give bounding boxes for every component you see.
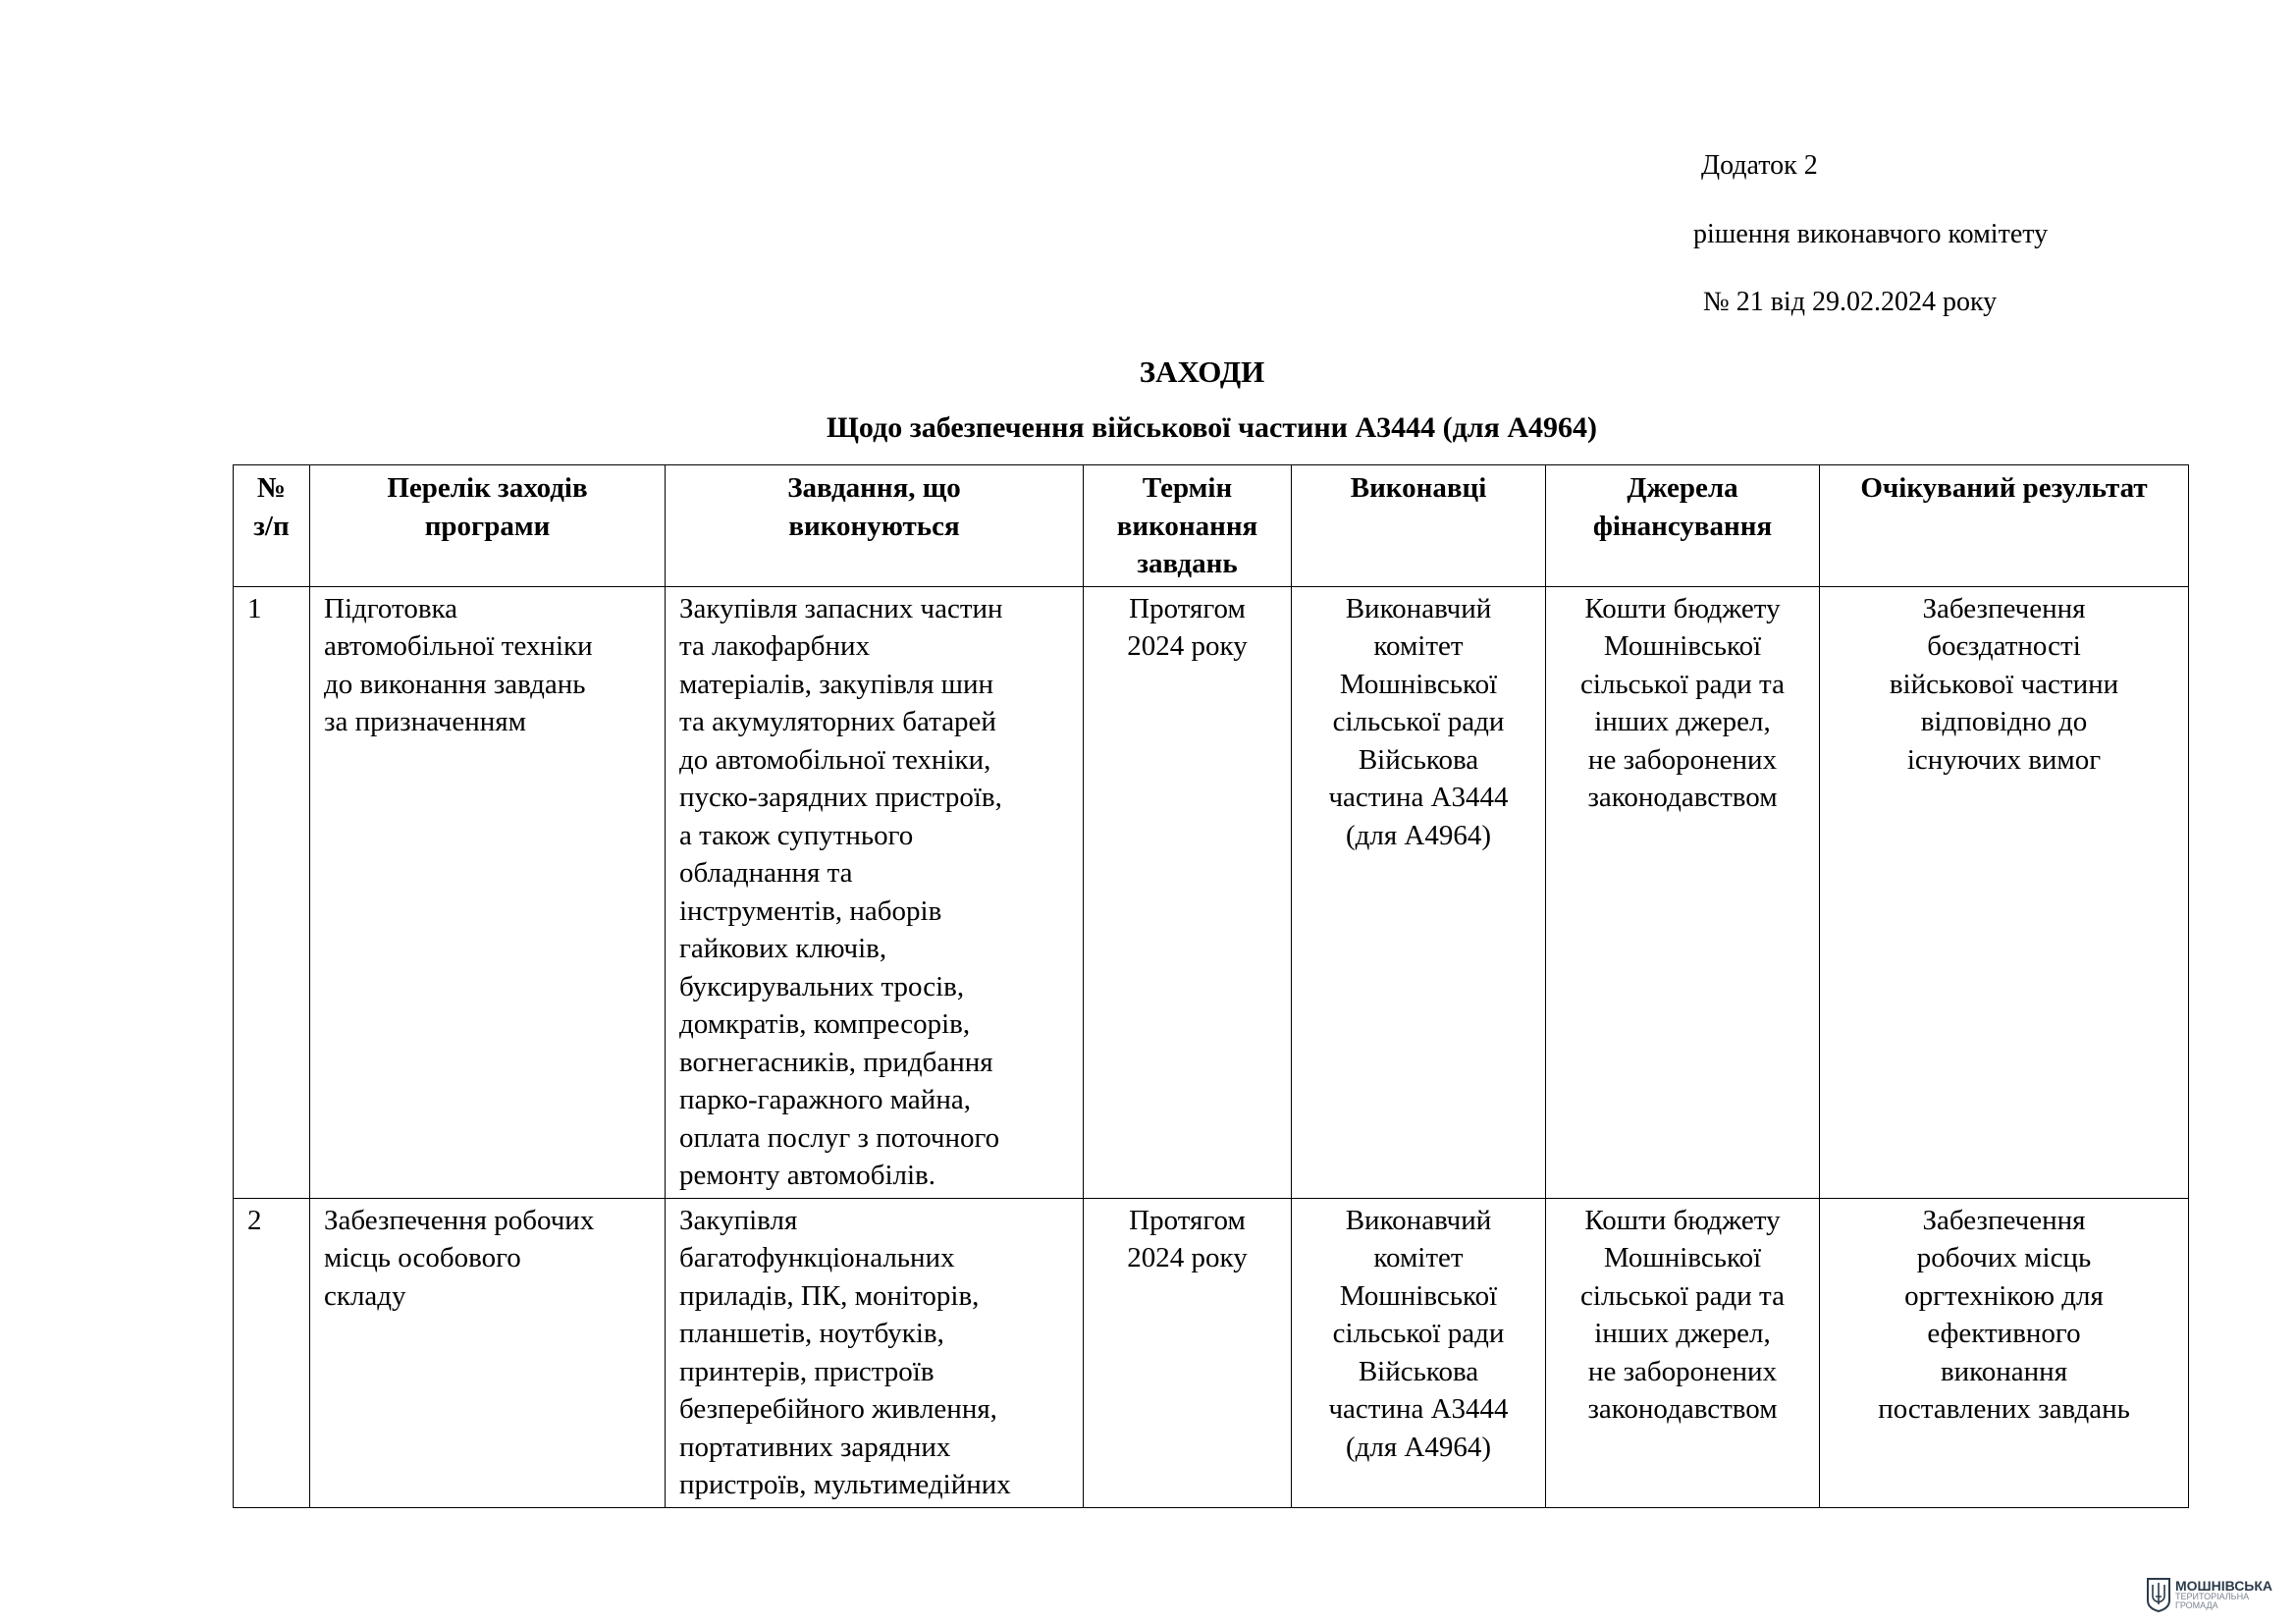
cell-text-line: інших джерел, [1594,1318,1771,1349]
community-logo [2146,1577,2272,1612]
cell-text-line: Протягом [1129,1204,1246,1236]
cell-text-line: завдань [1137,548,1238,579]
cell-text-line: не заборонених [1587,743,1778,776]
cell-text-line: планшетів, ноутбуків, [679,1318,944,1349]
cell-text-line: приладів, ПК, моніторів, [679,1279,980,1312]
col-header-result [1820,465,2189,587]
cell-text-line: за призначенням [324,706,526,737]
cell-task [666,586,1084,1198]
cell-text-line: складу [324,1279,406,1312]
cell-text-line: Мошнівської [1603,630,1762,662]
cell-result [1820,586,2189,1198]
cell-text-line: оплата послуг з поточного [679,1121,1000,1154]
cell-text-line: Виконавці [1350,472,1487,504]
cell-funding [1546,586,1820,1198]
cell-text-line: та акумуляторних батарей [679,706,996,737]
logo-subtitle-2: ГРОМАДА [2175,1600,2218,1610]
col-header-measures [310,465,666,587]
decision-number: № 21 від 29.02.2024 року [1703,287,1998,317]
cell-text-line: Забезпечення робочих [324,1204,595,1236]
table-row [234,1198,2189,1507]
cell-text-line: програми [424,510,551,542]
cell-text-line: існуючих вимог [1906,743,2102,776]
col-header-term [1084,465,1292,587]
cell-text-line: Забезпечення [1922,592,2086,624]
cell-text-line: та лакофарбних [679,630,871,662]
cell-text-line: обладнання та [679,857,853,889]
cell-number: 1 [234,586,310,1198]
document-subtitle: Щодо забезпечення військової частини А3444 (для А4964) [826,411,1598,444]
cell-text-line: Протягом [1129,592,1246,624]
cell-text-line: сільської ради та [1580,1279,1785,1312]
cell-result [1820,1198,2189,1507]
measures-table [233,464,2189,1508]
cell-text-line: Підготовка [324,592,458,624]
cell-text-line: Кошти бюджету [1584,1204,1781,1236]
cell-text-line: Мошнівської [1339,668,1498,700]
cell-text-line: вогнегасників, придбання [679,1046,993,1078]
cell-executors [1292,1198,1546,1507]
cell-text-line: законодавством [1587,782,1778,813]
trident-emblem-icon [2146,1577,2171,1612]
cell-text-line: до автомобільної техніки, [679,743,991,776]
cell-text-line: комітет [1373,1242,1464,1273]
cell-task [666,1198,1084,1507]
cell-text-line: (для А4964) [1345,1431,1492,1463]
cell-text-line: ефективного [1927,1318,2081,1349]
logo-title: МОШНІВСЬКА [2175,1578,2273,1594]
cell-text-line: частина А3444 [1328,1393,1509,1425]
cell-text-line: Термін [1142,472,1233,504]
cell-number: 2 [234,1198,310,1507]
col-header-tasks [666,465,1084,587]
cell-text-line: з/п [253,510,290,542]
cell-text-line: а також супутнього [679,819,914,851]
cell-text-line: Забезпечення [1922,1204,2086,1236]
cell-text-line: Мошнівської [1339,1279,1498,1312]
cell-text-line: домкратів, компресорів, [679,1008,971,1040]
cell-text-line: парко-гаражного майна, [679,1084,971,1115]
cell-text-line: інших джерел, [1594,706,1771,737]
cell-text-line: пристроїв, мультимедійних [679,1469,1011,1500]
cell-text-line: Завдання, що [787,472,961,504]
cell-text-line: Джерела [1627,472,1738,504]
cell-text-line: буксирувальних тросів, [679,970,965,1002]
cell-text-line: принтерів, пристроїв [679,1355,934,1387]
logo-subtitle-1: ТЕРИТОРІАЛЬНА [2175,1592,2250,1601]
table-header-row [234,465,2189,587]
cell-text-line: багатофункціональних [679,1242,955,1273]
document-title: ЗАХОДИ [1139,354,1265,389]
cell-text-line: місць особового [324,1242,521,1273]
cell-text-line: Мошнівської [1603,1242,1762,1273]
cell-term [1084,586,1292,1198]
cell-text-line: військової частини [1889,668,2119,700]
cell-text-line: гайкових ключів, [679,933,887,964]
cell-text-line: оргтехнікою для [1904,1279,2104,1312]
cell-funding [1546,1198,1820,1507]
cell-text-line: Очікуваний результат [1860,472,2148,504]
cell-text-line: боєздатності [1927,630,2081,662]
cell-term [1084,1198,1292,1507]
cell-measure [310,586,666,1198]
cell-text-line: Військова [1358,1355,1479,1387]
cell-text-line: робочих місць [1916,1242,2092,1273]
cell-text-line: до виконання завдань [324,668,586,700]
cell-text-line: законодавством [1587,1393,1778,1425]
cell-text-line: 2024 року [1127,1242,1248,1273]
cell-text-line: матеріалів, закупівля шин [679,668,994,700]
decision-label: рішення виконавчого комітету [1693,219,2049,249]
cell-text-line: Військова [1358,743,1479,776]
cell-text-line: Закупівля [679,1204,798,1236]
cell-text-line: 2024 року [1127,630,1248,662]
cell-text-line: інструментів, наборів [679,894,942,927]
cell-text-line: (для А4964) [1345,819,1492,851]
col-header-executors [1292,465,1546,587]
cell-text-line: виконання [1116,510,1258,542]
cell-text-line: фінансування [1592,510,1773,542]
col-header-funding [1546,465,1820,587]
cell-text-line: Закупівля запасних частин [679,592,1003,624]
cell-text-line: частина А3444 [1328,782,1509,813]
cell-text-line: Виконавчий [1345,1204,1492,1236]
cell-text-line: сільської ради [1332,706,1505,737]
cell-text-line: комітет [1373,630,1464,662]
cell-text-line: сільської ради та [1580,668,1785,700]
cell-text-line: виконання [1940,1355,2068,1387]
cell-text-line: пуско-зарядних пристроїв, [679,782,1002,813]
cell-text-line: № [256,472,287,504]
cell-executors [1292,586,1546,1198]
cell-text-line: виконуються [788,510,960,542]
cell-text-line: поставлених завдань [1878,1393,2130,1425]
col-header-number [234,465,310,587]
appendix-label: Додаток 2 [1701,150,1818,181]
cell-text-line: ремонту автомобілів. [679,1160,935,1191]
cell-text-line: Кошти бюджету [1584,592,1781,624]
table-row [234,586,2189,1198]
cell-text-line: не заборонених [1587,1355,1778,1387]
cell-text-line: безперебійного живлення, [679,1393,997,1425]
cell-measure [310,1198,666,1507]
cell-text-line: Перелік заходів [387,472,588,504]
cell-text-line: Виконавчий [1345,592,1492,624]
cell-text-line: портативних зарядних [679,1431,951,1463]
cell-text-line: сільської ради [1332,1318,1505,1349]
cell-text-line: відповідно до [1920,706,2088,737]
cell-text-line: автомобільної техніки [324,630,593,662]
